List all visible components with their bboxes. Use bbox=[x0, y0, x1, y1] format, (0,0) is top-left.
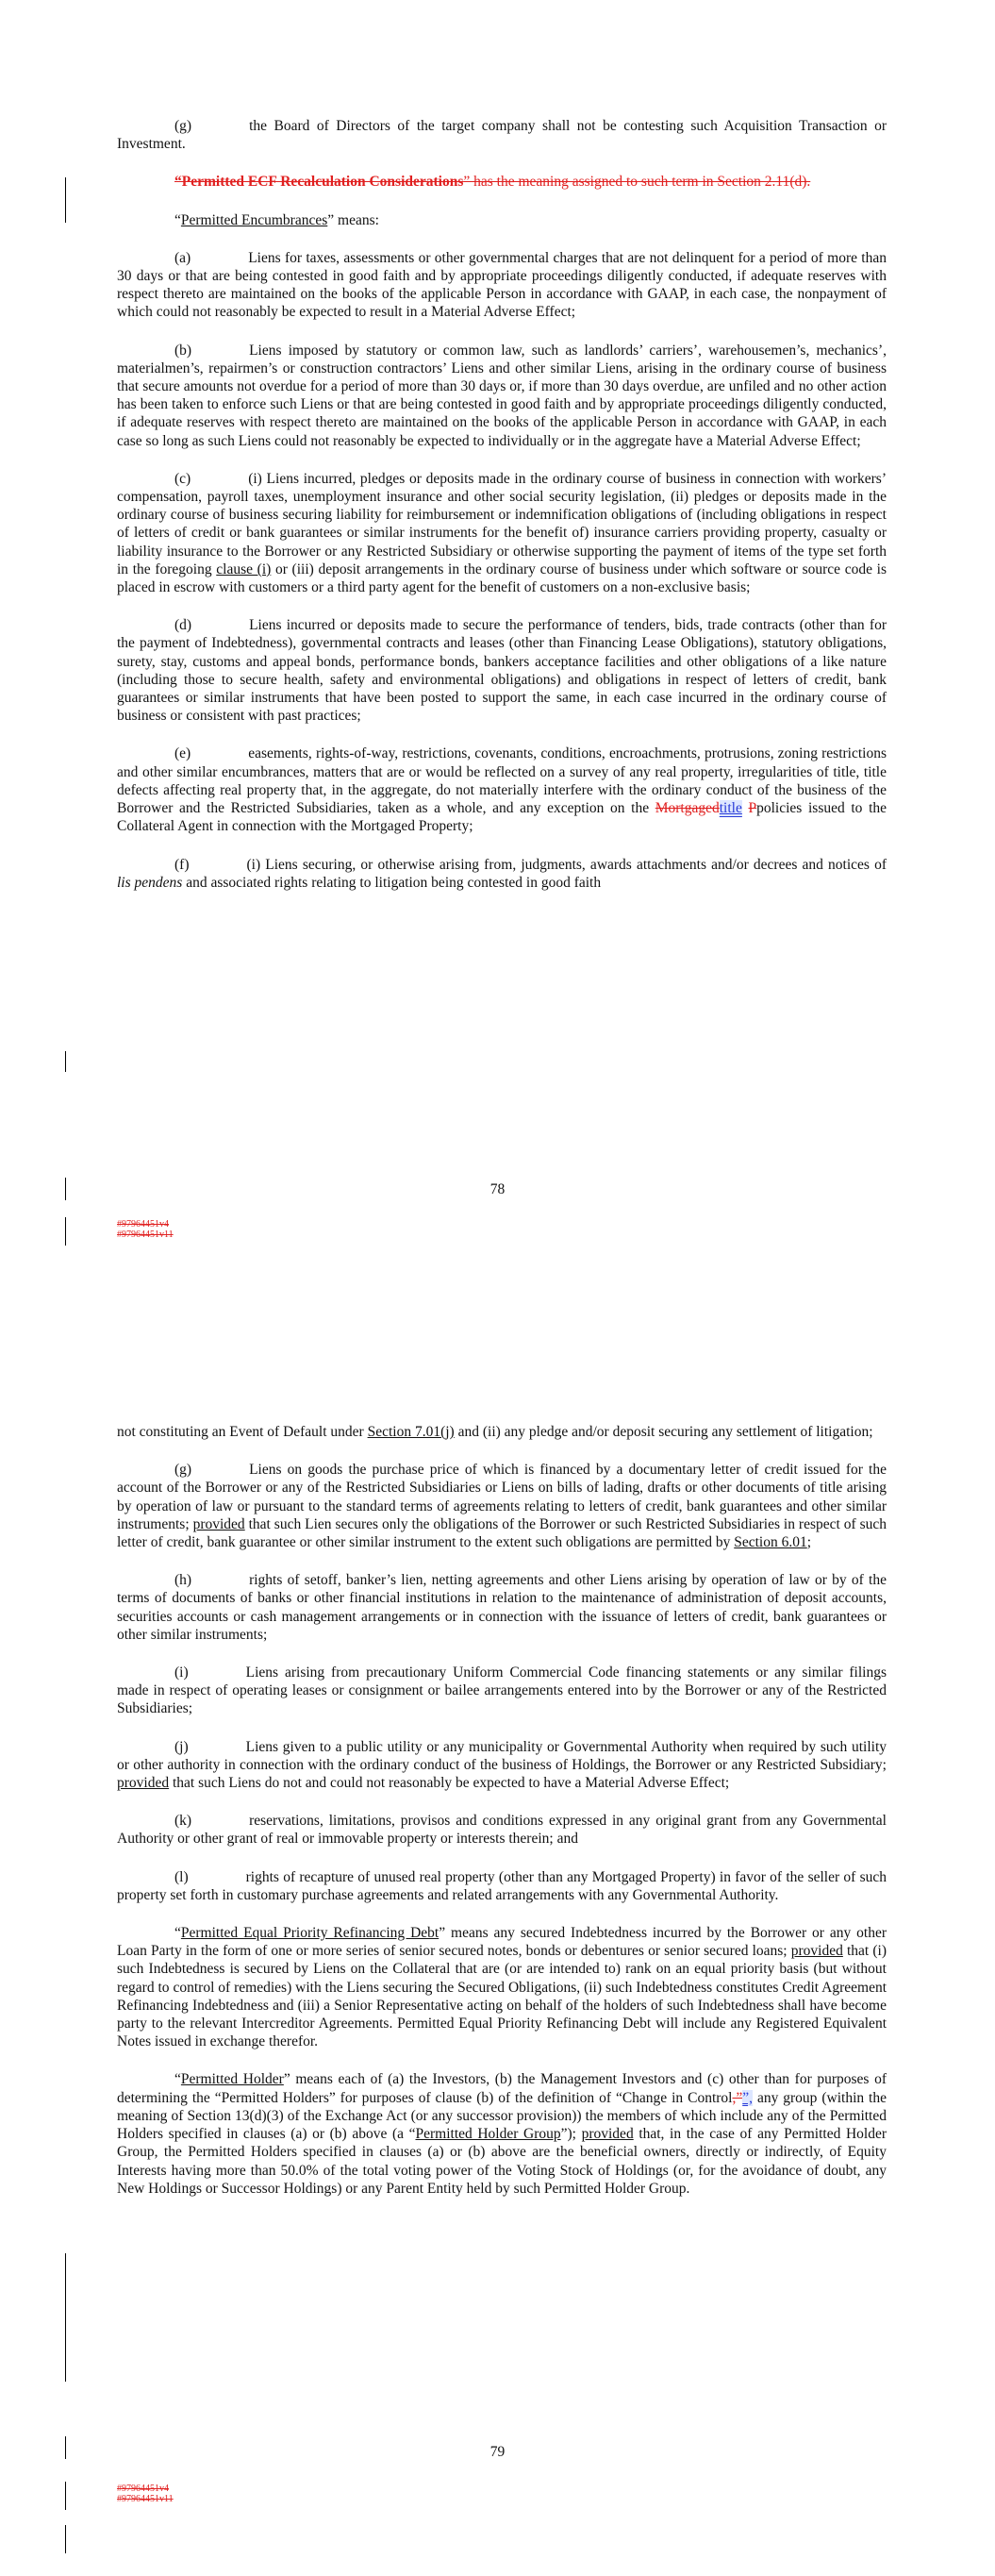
item-f bbox=[117, 856, 887, 892]
item-text: Liens arising from precautionary Uniform Commercial Code financing statements or any similar filings made in respect of operating leases or consignment or bailee arrangements entered into by the Borrower or any of the Restricted Subsidiaries; bbox=[117, 1664, 887, 1717]
item-label: (d) bbox=[174, 617, 192, 634]
deleted-text: Mortgaged bbox=[655, 800, 720, 817]
defined-term: Permitted Holder Group bbox=[415, 2126, 561, 2143]
item-text: ; bbox=[806, 1534, 812, 1551]
page-number: 78 bbox=[489, 1181, 506, 1197]
defined-term: Permitted Equal Priority Refinancing Debt bbox=[180, 1925, 439, 1942]
quote-open: “ bbox=[174, 2071, 181, 2088]
item-text: Liens incurred or deposits made to secure the performance of tenders, bids, trade contracts (other than for the payment of Indebtedness), governmental contracts and leases (other than Financing Lease Obligations), statutory obligations, surety, stay, customs and appeal bonds, performance bonds, bankers acceptance facilities and other obligations of a like nature (including those to secure health, safety and environmental obligations) and obligations in respect of letters of credit, bank guarantees or similar instruments that have been posted to support the same, in each case incurred in the ordinary course of business or consistent with past practices; bbox=[117, 617, 887, 725]
clause-reference: clause (i) bbox=[216, 560, 272, 577]
item-h bbox=[117, 1571, 887, 1644]
item-c bbox=[117, 470, 887, 596]
item-text: rights of recapture of unused real property (other than any Mortgaged Property) in favor of the seller of such property set forth in customary purchase agreements and related arrangements with any Governmental Authority. bbox=[117, 1868, 887, 1903]
definition-lead: ” means: bbox=[327, 211, 379, 228]
change-bar bbox=[65, 1217, 66, 1246]
change-bar bbox=[65, 2525, 66, 2553]
item-k bbox=[117, 1812, 887, 1848]
item-e bbox=[117, 744, 887, 835]
item-d bbox=[117, 616, 887, 725]
doc-id-new: #97964451v11 bbox=[117, 2494, 174, 2504]
item-text: Liens for taxes, assessments or other governmental charges that are not delinquent for a period of more than 30 days or that are being contested in good faith and by appropriate proceedings diligently conducted, if adequate reserves with respect thereto are maintained on the books of the applicable Person in accordance with GAAP, in each case, the nonpayment of which could not reasonably be expected to result in a Material Adverse Effect; bbox=[117, 249, 887, 321]
deleted-text: P bbox=[748, 800, 757, 817]
item-text: policies issued to the Collateral Agent in connection with the Mortgaged Property; bbox=[117, 800, 887, 835]
item-label: (a) bbox=[174, 249, 191, 266]
defined-term: Permitted Encumbrances bbox=[180, 211, 328, 228]
item-label: (h) bbox=[174, 1572, 192, 1589]
paragraph-g-tail bbox=[117, 117, 887, 153]
item-l bbox=[117, 1868, 887, 1904]
provided-term: provided bbox=[790, 1943, 843, 1960]
item-text: that such Liens do not and could not reasonably be expected to have a Material Adverse Effect; bbox=[169, 1775, 730, 1792]
item-a bbox=[117, 249, 887, 322]
page-78 bbox=[0, 0, 995, 1264]
definition-text: any group (within the meaning of Section 13(d)(3) of the Exchange Act (or any successor provision)) the members of which include any of the Permitted Holders specified in clauses (a) or (b) above (a “ bbox=[117, 2089, 887, 2143]
item-text: (i) Liens incurred, pledges or deposits made in the ordinary course of business in connection with workers’ compensation, payroll taxes, unemployment insurance and other social security legislation, (ii) pledges or deposits made in the ordinary course of business securing liability for reimbursement or indemnification obligations of (including obligations in respect of letters of credit or bank guarantees or similar instruments for the benefit of) insurance carriers providing property, casualty or liability insurance to the Borrower or any Restricted Subsidiary or otherwise supporting the payment of items of the type set forth in the foregoing bbox=[117, 470, 887, 577]
definition-text: that (i) such Indebtedness is secured by Liens on the Collateral that are (or are intended to) rank on an equal priority basis (but without regard to control of remedies) with the Liens securing the Secured Obligations, (ii) such Indebtedness constitutes Credit Agreement Refinancing Indebtedness and (iii) a Senior Representative acting on behalf of the holders of such Indebtedness shall have become party to the relevant Intercreditor Agreements. Permitted Equal Priority Refinancing Debt will include any Registered Equivalent Notes issued in exchange therefor. bbox=[117, 1943, 887, 2050]
quote-open: “ bbox=[174, 211, 181, 228]
deleted-text: ,” bbox=[732, 2089, 743, 2106]
permitted-holder-definition bbox=[117, 2070, 887, 2197]
italic-term: lis pendens bbox=[117, 874, 183, 891]
item-text: and associated rights relating to litigation being contested in good faith bbox=[182, 874, 602, 891]
item-j bbox=[117, 1738, 887, 1793]
page-79 bbox=[0, 1264, 995, 2576]
inserted-text: title bbox=[719, 800, 742, 817]
section-reference: Section 7.01(j) bbox=[367, 1424, 455, 1440]
item-text: (i) Liens securing, or otherwise arising from, judgments, awards attachments and/or decrees and notices of bbox=[246, 856, 887, 873]
item-text: Liens imposed by statutory or common law, such as landlords’ carriers’, warehousemen’s, mechanics’, materialmen’s, repairmen’s or construction contractors’ Liens and other similar Liens, arising in the ordinary course of business that secure amounts not overdue for a period of more than 30 days or, if more than 30 days overdue, are unfiled and no other action has been taken to enforce such Liens or that are being contested in good faith and by appropriate proceedings diligently conducted, if adequate reserves with respect thereto are maintained on the books of the applicable Person in accordance with GAAP, in each case so long as such Liens could not reasonably be expected to individually or in the aggregate have a Material Adverse Effect; bbox=[117, 342, 887, 449]
change-bar bbox=[65, 2253, 66, 2382]
doc-id-old: #97964451v4 bbox=[117, 1219, 169, 1229]
deleted-defined-term: “Permitted ECF Recalculation Considerations bbox=[174, 174, 464, 191]
change-bar bbox=[65, 2482, 66, 2510]
item-label: (l) bbox=[174, 1868, 189, 1885]
item-b bbox=[117, 342, 887, 450]
page-79-body bbox=[117, 1423, 887, 2217]
continuation-paragraph bbox=[117, 1423, 887, 1441]
item-text: reservations, limitations, provisos and conditions expressed in any original grant from any Governmental Authority or other grant of real or immovable property or interests therein; and bbox=[117, 1813, 887, 1848]
item-text: Liens on goods the purchase price of which is financed by a documentary letter of credit issued for the account of the Borrower or any of the Restricted Subsidiaries or Liens on bills of lading, drafts or other documents of title arising by operation of law or pursuant to the standard terms of agreements relating to letters of credit, bank guarantees and other similar instruments; bbox=[117, 1462, 887, 1532]
item-text: that such Lien secures only the obligations of the Borrower or such Restricted Subsidiaries in respect of such letter of credit, bank guarantee or other similar instrument to the extent such obligations are permitted by bbox=[117, 1515, 887, 1551]
document-id-footer bbox=[117, 1219, 174, 1240]
provided-term: provided bbox=[117, 1775, 170, 1792]
permitted-encumbrances-intro bbox=[117, 211, 887, 229]
item-i bbox=[117, 1664, 887, 1718]
definition-text: that, in the case of any Permitted Holder Group, the Permitted Holders specified in clauses (a) or (b) above are the beneficial owners, directly or indirectly, of Equity Interests having more than 50.0% of the total voting power of the Voting Stock of Holdings (or, for the avoidance of doubt, any New Holdings or Successor Holdings) or any Parent Entity held by such Permitted Holder Group. bbox=[117, 2126, 887, 2197]
deleted-text: ” has the meaning assigned to such term in Section 2.11(d). bbox=[463, 174, 811, 191]
permitted-equal-priority-definition bbox=[117, 1924, 887, 2050]
page-78-body bbox=[117, 117, 887, 912]
item-text: and (ii) any pledge and/or deposit securing any settlement of litigation; bbox=[454, 1424, 873, 1440]
section-reference: Section 6.01 bbox=[734, 1534, 807, 1551]
provided-term: provided bbox=[192, 1515, 245, 1532]
item-text: rights of setoff, banker’s lien, netting agreements and other Liens arising by operation of law or by of the terms of documents of banks or other financial institutions in relation to the maintenance of administration of deposit accounts, securities accounts or cash management arrangements or in connection with the issuance of letters of credit, bank guarantees or other similar instruments; bbox=[117, 1572, 887, 1643]
spacer bbox=[742, 800, 749, 816]
quote-open: “ bbox=[174, 1925, 181, 1942]
doc-id-old: #97964451v4 bbox=[117, 2484, 169, 2494]
change-bar bbox=[65, 1051, 66, 1072]
page-number: 79 bbox=[489, 2444, 506, 2460]
item-label: (b) bbox=[174, 342, 192, 359]
item-label: (f) bbox=[174, 856, 190, 873]
provided-term: provided bbox=[581, 2126, 634, 2143]
definition-text: ”); bbox=[560, 2126, 582, 2143]
document-id-footer bbox=[117, 2484, 174, 2504]
permitted-ecf-definition bbox=[117, 173, 887, 191]
item-label: (c) bbox=[174, 470, 191, 487]
item-text: the Board of Directors of the target company shall not be contesting such Acquisition Transaction or Investment. bbox=[117, 118, 887, 153]
item-text: Liens given to a public utility or any municipality or Governmental Authority when required by such utility or other authority in connection with the ordinary conduct of the business of Holdings, the Borrower or any Restricted Subsidiary; bbox=[117, 1738, 887, 1773]
item-label: (j) bbox=[174, 1738, 189, 1755]
item-label: (k) bbox=[174, 1813, 192, 1830]
item-label: (g) bbox=[174, 1462, 192, 1479]
inserted-text: ”, bbox=[742, 2089, 754, 2106]
item-label: (i) bbox=[174, 1664, 189, 1681]
item-text: not constituting an Event of Default under bbox=[117, 1424, 368, 1440]
item-label: (e) bbox=[174, 745, 191, 762]
item-text: easements, rights-of-way, restrictions, covenants, conditions, encroachments, protrusions, zoning restrictions and other similar encumbrances, matters that are or would be reflected on a survey of any real property, irregularities of title, title defects affecting real property that, in the aggregate, do not materially interfere with the ordinary conduct of the business of the Borrower and the Restricted Subsidiaries, taken as a whole, and any exception on the bbox=[117, 745, 887, 817]
item-label: (g) bbox=[174, 118, 192, 134]
definition-text: ” means any secured Indebtedness incurred by the Borrower or any other Loan Party in the form of one or more series of senior secured notes, bonds or debentures or senior secured loans; bbox=[117, 1925, 887, 1960]
definition-text: ” means each of (a) the Investors, (b) the Management Investors and (c) other than for purposes of determining the “Permitted Holders” for purposes of clause (b) of the definition of “Change in Control bbox=[117, 2071, 887, 2106]
item-g bbox=[117, 1461, 887, 1551]
doc-id-new: #97964451v11 bbox=[117, 1229, 174, 1240]
item-text: or (iii) deposit arrangements in the ordinary course of business under which software or source code is placed in escrow with customers or a third party agent for the benefit of customers on a non-exclusive basis; bbox=[117, 560, 887, 596]
change-bar bbox=[65, 177, 66, 223]
defined-term: Permitted Holder bbox=[180, 2071, 284, 2088]
